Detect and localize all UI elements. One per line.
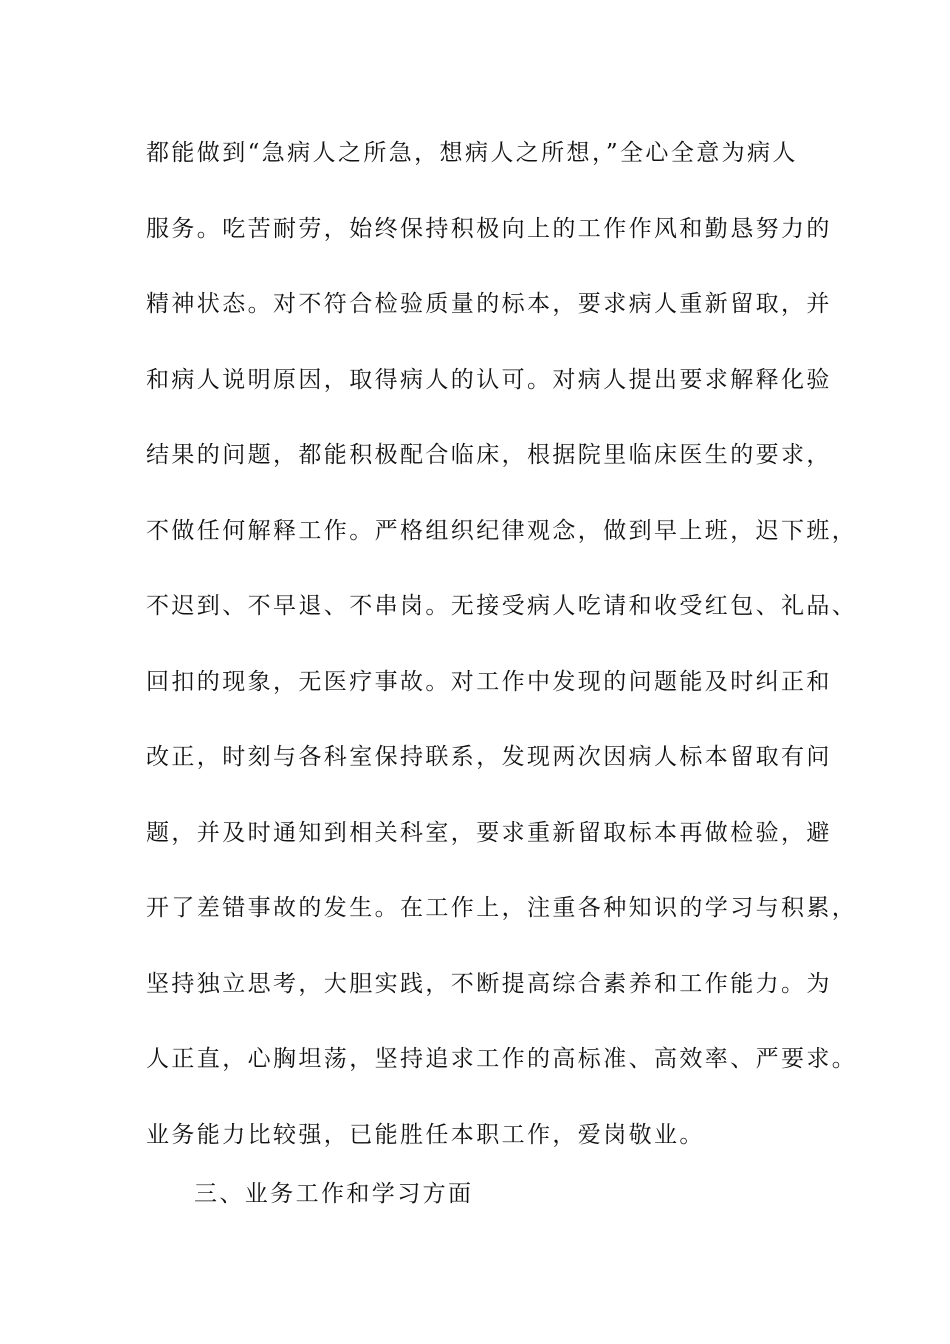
paragraph-line: 和病人说明原因，取得病人的认可。对病人提出要求解释化验 [146, 366, 832, 393]
paragraph-line: 业务能力比较强，已能胜任本职工作，爱岗敬业。 [146, 1121, 705, 1148]
paragraph-line: 不做任何解释工作。严格组织纪律观念，做到早上班，迟下班， [146, 517, 858, 544]
paragraph-line: 精神状态。对不符合检验质量的标本，要求病人重新留取，并 [146, 291, 832, 317]
paragraph-line: 回扣的现象，无医疗事故。对工作中发现的问题能及时纠正和 [146, 668, 832, 695]
paragraph-line: 不迟到、不早退、不串岗。无接受病人吃请和收受红包、礼品、 [146, 593, 858, 619]
paragraph-line: 坚持独立思考，大胆实践，不断提高综合素养和工作能力。为 [146, 970, 832, 997]
body-paragraph [146, 131, 858, 1188]
section-heading: 三、业务工作和学习方面 [194, 1181, 474, 1207]
paragraph-line: 都能做到“急病人之所急，想病人之所想，”全心全意为病人 [146, 140, 798, 166]
paragraph-line: 结果的问题，都能积极配合临床，根据院里临床医生的要求， [146, 442, 832, 468]
paragraph-line: 人正直，心胸坦荡，坚持追求工作的高标准、高效率、严要求。 [146, 1046, 858, 1072]
paragraph-line: 开了差错事故的发生。在工作上，注重各种知识的学习与积累， [146, 895, 858, 921]
paragraph-line: 改正，时刻与各科室保持联系，发现两次因病人标本留取有问 [146, 744, 832, 770]
paragraph-line: 题，并及时通知到相关科室，要求重新留取标本再做检验，避 [146, 819, 832, 846]
paragraph-line: 服务。吃苦耐劳，始终保持积极向上的工作作风和勤恳努力的 [146, 215, 832, 242]
